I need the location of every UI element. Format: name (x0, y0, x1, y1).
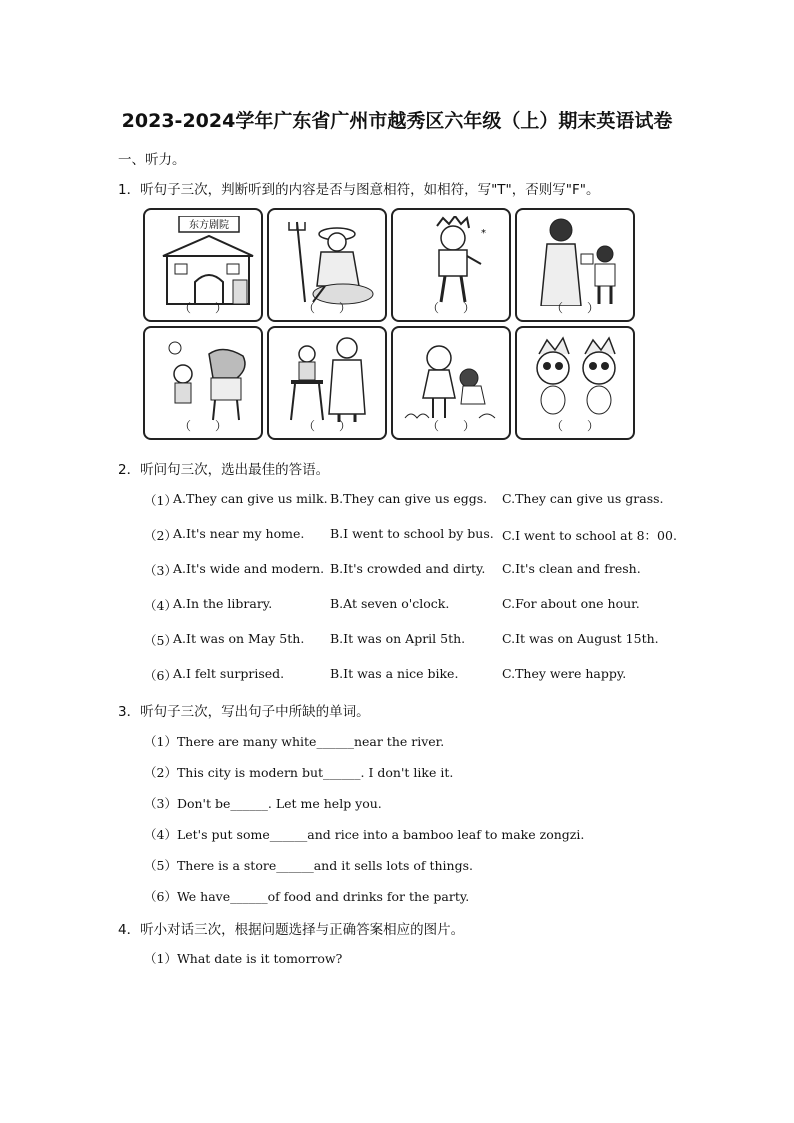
answer-paren-4: （ ） (550, 301, 599, 315)
q2-item-5-num: （5） (144, 633, 177, 648)
q2-item-4-option-b: B.At seven o'clock. (330, 596, 450, 611)
question-4-instruction: 4．听小对话三次，根据问题选择与正确答案相应的图片。 (118, 922, 465, 938)
q2-item-6-option-a: A.I felt surprised. (173, 666, 285, 681)
question-2-instruction: 2．听问句三次，选出最佳的答语。 (118, 462, 330, 478)
q4-item-1: （1）What date is it tomorrow? (144, 951, 343, 966)
picture-sick-boy (391, 208, 511, 322)
picture-lion-dance (143, 326, 263, 440)
answer-paren-6: （ ） (302, 419, 351, 433)
picture-mascots (515, 326, 635, 440)
mascot-icon (525, 334, 629, 424)
q3-item-5: （5）There is a store______and it sells lots of things. (144, 858, 473, 873)
answer-paren-7: （ ） (426, 419, 475, 433)
picture-gift (515, 208, 635, 322)
q2-item-2-num: （2） (144, 528, 177, 543)
picture-doctor (267, 326, 387, 440)
girl-boy-icon (401, 334, 505, 424)
q2-item-6-num: （6） (144, 668, 177, 683)
q2-item-3-num: （3） (144, 563, 177, 578)
q2-item-4-option-c: C.For about one hour. (502, 596, 640, 611)
q2-item-5-option-b: B.It was on April 5th. (330, 631, 466, 646)
question-1-instruction: 1．听句子三次，判断听到的内容是否与图意相符，如相符，写"T"，否则写"F"。 (118, 182, 600, 198)
q2-item-6-option-b: B.It was a nice bike. (330, 666, 459, 681)
answer-paren-8: （ ） (550, 419, 599, 433)
q3-item-2: （2）This city is modern but______. I don't like it. (144, 765, 454, 780)
answer-paren-1: （ ） (178, 301, 227, 315)
boy-icon (401, 216, 505, 306)
section-listening: 一、听力。 (118, 152, 186, 168)
answer-paren-3: （ ） (426, 301, 475, 315)
picture-farmer (267, 208, 387, 322)
q2-item-1-num: （1） (144, 493, 177, 508)
q2-item-5-option-a: A.It was on May 5th. (173, 631, 305, 646)
lion-dance-icon (153, 334, 257, 424)
q2-item-6-option-c: C.They were happy. (502, 666, 627, 681)
theatre-sign: 东方剧院 (189, 220, 229, 231)
q2-item-2-option-b: B.I went to school by bus. (330, 526, 494, 541)
q2-item-1-option-c: C.They can give us grass. (502, 491, 664, 506)
picture-theatre (143, 208, 263, 322)
answer-paren-5: （ ） (178, 419, 227, 433)
q2-item-2-option-c: C.I went to school at 8：00. (502, 528, 677, 543)
doctor-icon (277, 334, 381, 424)
q3-item-1: （1）There are many white______near the river. (144, 734, 445, 749)
answer-paren-2: （ ） (302, 301, 351, 315)
q2-item-3-option-b: B.It's crowded and dirty. (330, 561, 486, 576)
q3-item-3: （3）Don't be______. Let me help you. (144, 796, 382, 811)
q2-item-4-num: （4） (144, 598, 177, 613)
q3-item-4: （4）Let's put some______and rice into a bamboo leaf to make zongzi. (144, 827, 585, 842)
q2-item-5-option-c: C.It was on August 15th. (502, 631, 659, 646)
q2-item-1-option-a: A.They can give us milk. (173, 491, 328, 506)
q2-item-2-option-a: A.It's near my home. (173, 526, 305, 541)
farmer-icon (277, 216, 381, 306)
page-title: 2023-2024学年广东省广州市越秀区六年级（上）期末英语试卷 (121, 110, 673, 132)
picture-grid (141, 206, 635, 442)
theatre-icon (153, 216, 257, 306)
q2-item-4-option-a: A.In the library. (173, 596, 273, 611)
q3-item-6: （6）We have______of food and drinks for the party. (144, 889, 470, 904)
svg-text:*: * (481, 228, 486, 239)
question-3-instruction: 3．听句子三次，写出句子中所缺的单词。 (118, 704, 370, 720)
q2-item-1-option-b: B.They can give us eggs. (330, 491, 488, 506)
gift-icon (525, 216, 629, 306)
q2-item-3-option-a: A.It's wide and modern. (173, 561, 325, 576)
q2-item-3-option-c: C.It's clean and fresh. (502, 561, 641, 576)
picture-girl-boy (391, 326, 511, 440)
